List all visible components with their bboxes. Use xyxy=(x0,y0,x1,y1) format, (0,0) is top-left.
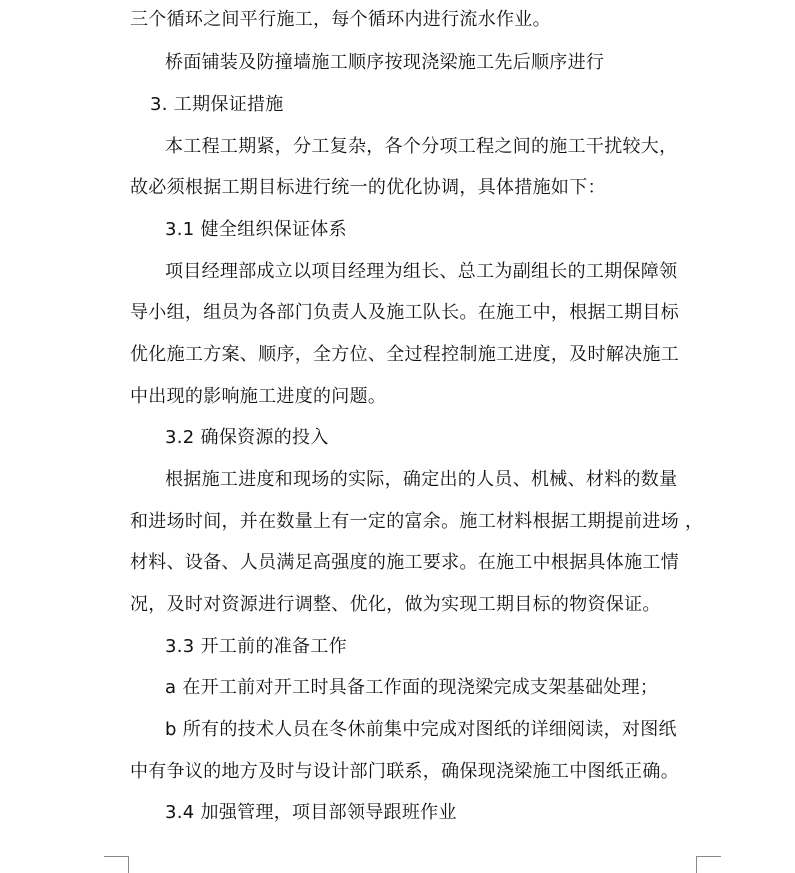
body-text-line: 材料、设备、人员满足高强度的施工要求。在施工中根据具体施工情 xyxy=(130,552,679,573)
subsection-heading: 3.2 确保资源的投入 xyxy=(165,427,329,448)
body-text-line: 桥面铺装及防撞墙施工顺序按现浇梁施工先后顺序进行 xyxy=(165,52,605,73)
body-text-line: 本工程工期紧，分工复杂，各个分项工程之间的施工干扰较大， xyxy=(165,136,678,157)
body-text-line: 导小组，组员为各部门负责人及施工队长。在施工中，根据工期目标 xyxy=(130,302,679,323)
body-text-line: 优化施工方案、顺序，全方位、全过程控制施工进度，及时解决施工 xyxy=(130,344,679,365)
body-text-line: 故必须根据工期目标进行统一的优化协调，具体措施如下： xyxy=(130,177,606,198)
body-text-line: 况，及时对资源进行调整、优化，做为实现工期目标的物资保证。 xyxy=(130,594,661,615)
body-text-line: 根据施工进度和现场的实际，确定出的人员、机械、材料的数量 xyxy=(165,469,678,490)
body-text-line: 项目经理部成立以项目经理为组长、总工为副组长的工期保障领 xyxy=(165,261,678,282)
section-heading: 3. 工期保证措施 xyxy=(150,94,284,115)
body-text-line: 三个循环之间平行施工，每个循环内进行流水作业。 xyxy=(130,9,551,30)
body-text-line: 中有争议的地方及时与设计部门联系，确保现浇梁施工中图纸正确。 xyxy=(130,761,679,782)
subsection-heading: 3.4 加强管理，项目部领导跟班作业 xyxy=(165,802,457,823)
list-item: b 所有的技术人员在冬休前集中完成对图纸的详细阅读，对图纸 xyxy=(165,719,677,740)
page-corner-mark-left xyxy=(104,856,129,873)
body-text-line: 中出现的影响施工进度的问题。 xyxy=(130,386,387,407)
list-item: a 在开工前对开工时具备工作面的现浇梁完成支架基础处理； xyxy=(165,677,659,698)
page-corner-mark-right xyxy=(696,856,721,873)
subsection-heading: 3.3 开工前的准备工作 xyxy=(165,636,347,657)
body-text-line: 和进场时间，并在数量上有一定的富余。施工材料根据工期提前进场 ， xyxy=(130,511,704,532)
subsection-heading: 3.1 健全组织保证体系 xyxy=(165,219,347,240)
